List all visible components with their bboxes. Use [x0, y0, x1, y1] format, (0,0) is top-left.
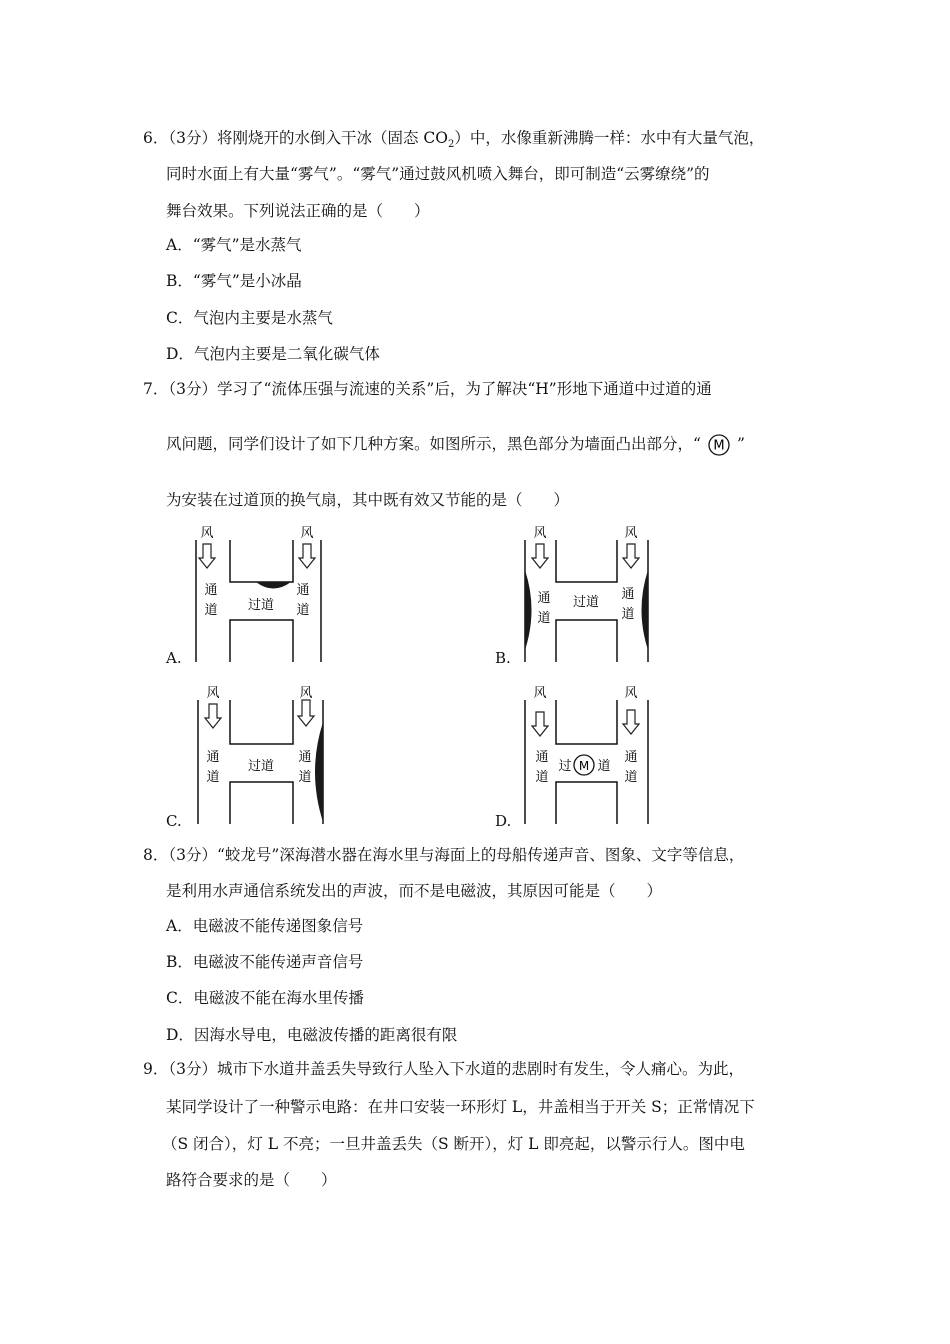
q7-stem-line3: 为安装在过道顶的换气扇，其中既有效又节能的是（ ） — [166, 491, 570, 509]
svg-text:通: 通 — [296, 583, 310, 598]
wind-label: 风 — [300, 526, 314, 541]
svg-text:通: 通 — [537, 591, 551, 606]
figure-label-d: D. — [495, 812, 512, 830]
svg-text:过: 过 — [558, 759, 572, 774]
wind-label: 风 — [624, 686, 638, 701]
wall-bulge — [315, 722, 323, 822]
svg-text:过道: 过道 — [572, 595, 600, 610]
q8-option-b: B．电磁波不能传递声音信号 — [166, 953, 364, 971]
wall-bulge — [525, 570, 532, 650]
q6-option-d: D．气泡内主要是二氧化碳气体 — [166, 345, 380, 363]
wind-arrow-icon — [199, 544, 215, 568]
q8-stem-line1: 8．（3分）“蛟龙号”深海潜水器在海水里与海面上的母船传递声音、图象、文字等信息， — [143, 846, 745, 864]
wall-bulge — [642, 570, 649, 650]
svg-text:道: 道 — [204, 603, 218, 618]
wind-arrow-icon — [623, 710, 639, 734]
figure-label-a: A. — [166, 649, 182, 667]
q6-stem-line2: 同时水面上有大量“雾气”。“雾气”通过鼓风机喷入舞台，即可制造“云雾缭绕”的 — [166, 165, 710, 183]
q8-option-a: A．电磁波不能传递图象信号 — [166, 917, 364, 935]
q6-option-a: A．“雾气”是水蒸气 — [166, 236, 302, 254]
svg-text:过道: 过道 — [247, 759, 275, 774]
q9-stem-line4: 路符合要求的是（ ） — [166, 1171, 337, 1189]
q6-stem-line1: 6．（3分）将刚烧开的水倒入干冰（固态 $CO_2$）中，水像重新沸腾一样：水中有大量气泡， — [143, 129, 765, 151]
q9-stem-line3: （S 闭合），灯 L 不亮；一旦井盖丢失（S 断开），灯 L 即亮起，以警示行人。图中电 — [162, 1135, 745, 1153]
wind-label: 风 — [200, 526, 214, 541]
q7-stem-line2: 风问题，同学们设计了如下几种方案。如图所示，黑色部分为墙面凸出部分，“ M ” — [166, 433, 745, 457]
q9-stem-line2: 某同学设计了一种警示电路：在井口安装一环形灯 L，井盖相当于开关 S；正常情况下 — [166, 1098, 755, 1116]
wind-arrow-icon — [205, 704, 221, 728]
fan-icon — [574, 755, 594, 775]
q8-option-d: D．因海水导电，电磁波传播的距离很有限 — [166, 1026, 458, 1044]
svg-text:道: 道 — [597, 759, 611, 774]
wind-arrow-icon — [299, 544, 315, 568]
figure-label-c: C. — [166, 812, 182, 830]
figure-option-a — [194, 520, 329, 665]
wind-arrow-icon — [298, 700, 314, 726]
q6-option-c: C．气泡内主要是水蒸气 — [166, 309, 333, 327]
fan-icon — [707, 433, 731, 457]
svg-text:通: 通 — [206, 750, 220, 765]
svg-text:通: 通 — [624, 750, 638, 765]
q6-stem-line3: 舞台效果。下列说法正确的是（ ） — [166, 202, 430, 220]
q9-stem-line1: 9．（3分）城市下水道井盖丢失导致行人坠入下水道的悲剧时有发生，令人痛心。为此， — [143, 1060, 744, 1078]
wind-label: 风 — [533, 526, 547, 541]
svg-text:通: 通 — [621, 587, 635, 602]
wind-arrow-icon — [532, 544, 548, 568]
figure-label-b: B. — [495, 649, 511, 667]
q7-stem-line1: 7．（3分）学习了“流体压强与流速的关系”后，为了解决“H”形地下通道中过道的通 — [143, 380, 712, 398]
figure-option-b — [520, 520, 655, 665]
svg-text:通: 通 — [298, 750, 312, 765]
svg-text:道: 道 — [621, 607, 635, 622]
q6-option-b: B．“雾气”是小冰晶 — [166, 272, 302, 290]
q8-option-c: C．电磁波不能在海水里传播 — [166, 989, 364, 1007]
figure-option-d — [520, 682, 655, 827]
wind-label: 风 — [206, 686, 220, 701]
svg-text:道: 道 — [535, 770, 549, 785]
wind-label: 风 — [624, 526, 638, 541]
svg-text:通: 通 — [204, 583, 218, 598]
svg-text:道: 道 — [206, 770, 220, 785]
svg-text:M: M — [713, 438, 725, 454]
svg-text:过道: 过道 — [247, 598, 275, 613]
wind-label: 风 — [299, 686, 313, 701]
figure-option-c — [194, 682, 329, 827]
wind-label: 风 — [533, 686, 547, 701]
q8-stem-line2: 是利用水声通信系统发出的声波，而不是电磁波，其原因可能是（ ） — [166, 882, 663, 900]
svg-text:通: 通 — [535, 750, 549, 765]
svg-text:道: 道 — [298, 770, 312, 785]
svg-text:M: M — [578, 759, 590, 773]
svg-text:道: 道 — [537, 611, 551, 626]
svg-text:道: 道 — [296, 603, 310, 618]
svg-text:道: 道 — [624, 770, 638, 785]
wind-arrow-icon — [623, 544, 639, 568]
wall-bulge — [256, 582, 291, 589]
wind-arrow-icon — [532, 712, 548, 736]
